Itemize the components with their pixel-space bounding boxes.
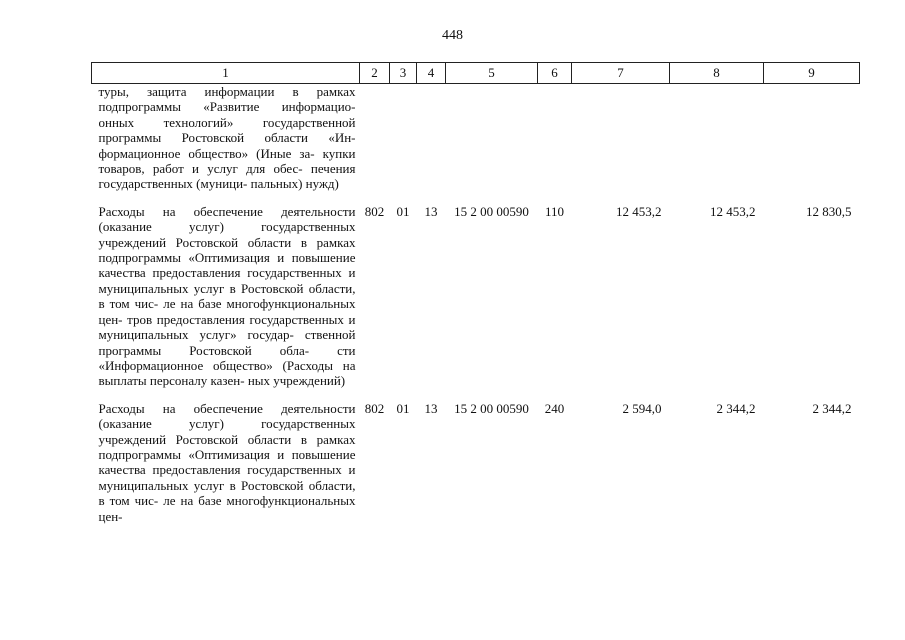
row-year2: 12 453,2 [710,203,756,219]
column-header-expense-type: 6 [538,63,572,84]
column-header-year2: 8 [670,63,764,84]
row-description: туры, защита информации в рамках подпрограммы «Развитие информацио- онных технологий» государственной программы Ростовской области «Ин- формационное общество» (Иные за- купки товаров, работ и услуг для обес- печения государственных (муници- пальных) нужд) [98,84,356,192]
row-section: 01 [396,400,410,416]
row-expense-type: 110 [544,203,565,219]
row-year3: 2 344,2 [812,400,852,416]
row-subsection: 13 [424,400,438,416]
header-row [92,63,860,84]
row-year2: 2 344,2 [716,400,756,416]
row-expense-type [538,84,572,200]
row-section [390,84,417,200]
table-row [92,200,860,397]
row-subsection [417,84,446,200]
table-row [92,397,860,532]
row-target-article [446,84,538,200]
row-ministry: 802 [364,203,385,219]
column-header-description: 1 [92,63,360,84]
table-row [92,84,860,200]
table-header [92,63,860,84]
row-year1: 2 594,0 [622,400,662,416]
page-number: 448 [442,28,463,43]
budget-table [91,62,860,532]
column-header-year3: 9 [764,63,860,84]
column-header-ministry: 2 [360,63,390,84]
row-expense-type: 240 [544,400,565,416]
column-header-subsection: 4 [417,63,446,84]
row-target-article: 15 2 00 00590 [454,203,529,219]
column-header-section: 3 [390,63,417,84]
row-section: 01 [396,203,410,219]
table-body [92,84,860,532]
row-target-article: 15 2 00 00590 [454,400,529,416]
row-subsection: 13 [424,203,438,219]
row-ministry: 802 [364,400,385,416]
row-description: Расходы на обеспечение деятельности (оказание услуг) государственных учреждений Ростовской области в рамках подпрограммы «Оптимизация и повышение качества предоставления государственных и муниципальных услуг в Ростовской области, в том чис- ле на базе многофункциональных цен- тров предоставления государственных и муниципальных услуг» государ- ственной программы Ростовской обла- сти «Информационное общество» (Расходы на выплаты персоналу казен- ных учреждений) [98,203,356,389]
row-year3: 12 830,5 [806,203,852,219]
row-ministry [360,84,390,200]
row-year2 [670,84,764,200]
row-year3 [764,84,860,200]
column-header-target-article: 5 [446,63,538,84]
row-description: Расходы на обеспечение деятельности (оказание услуг) государственных учреждений Ростовской области в рамках подпрограммы «Оптимизация и повышение качества предоставления государственных и муниципальных услуг в Ростовской области, в том чис- ле на базе многофункциональных цен- [98,400,356,524]
column-header-year1: 7 [572,63,670,84]
row-year1 [572,84,670,200]
row-year1: 12 453,2 [616,203,662,219]
